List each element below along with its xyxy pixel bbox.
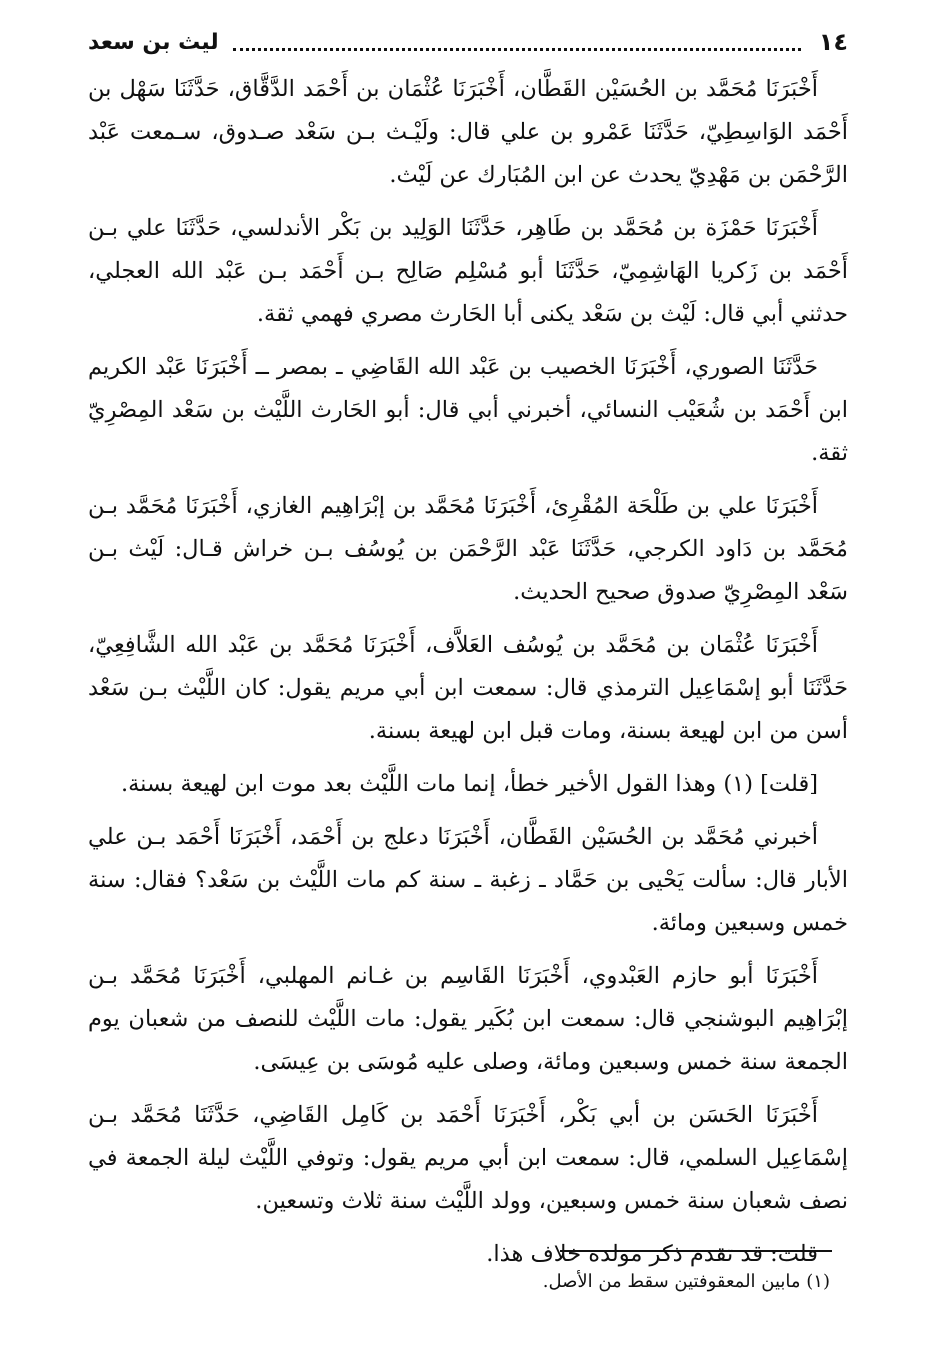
paragraph: أَخْبَرَنَا علي بن طَلْحَة المُقْرِئ، أَخْبَرَنَا مُحَمَّد بن إبْرَاهِيم الغازي، أَخْبَرَنَا مُحَمَّد بـن مُحَمَّد بن دَاود الكرجي، حَدَّثَنَا عَبْد الرَّحْمَن بن يُوسُف بـن خراش قـال: لَيْث بـن سَعْد المِصْرِيّ صدوق صحيح الحديث. [88, 493, 848, 605]
paragraph: قلت: قد تقدم ذكر مولده خلاف هذا. [486, 1241, 818, 1267]
paragraph: حَدَّثَنَا الصوري، أَخْبَرَنَا الخصيب بن عَبْد الله القَاضِي ـ بمصر ــ أَخْبَرَنَا عَبْد الكريم ابن أَحْمَد بن شُعَيْب النسائي، أخبرني أبي قال: أبو الحَارث اللَّيْث بن سَعْد المِصْرِيّ ثقة. [88, 354, 848, 466]
footnote: (١) مابين المعقوفتين سقط من الأصل. [542, 1271, 830, 1292]
paragraph: أَخْبَرَنَا أبو حازم العَبْدوي، أَخْبَرَنَا القَاسِم بن غـانم المهلبي، أَخْبَرَنَا مُحَمَّد بـن إبْرَاهِيم البوشنجي قال: سمعت ابن بُكَير يقول: مات اللَّيْث للنصف من شعبان يوم الجمعة سنة خمس وسبعين ومائة، وصلى عليه مُوسَى بن عِيسَى. [88, 963, 848, 1075]
header-dotted-leader [233, 34, 801, 51]
paragraph: أَخْبَرَنَا مُحَمَّد بن الحُسَيْن القَطَّان، أَخْبَرَنَا عُثْمَان بن أَحْمَد الدَّقَّاق، حَدَّثَنَا سَهْل بن أَحْمَد الوَاسِطِيّ، حَدَّثَنَا عَمْرو بن علي قال: ولَيْـث بـن سَعْد صـدوق، سـمعت عَبْد الرَّحْمَن بن مَهْدِيّ يحدث عن ابن المُبَارك عن لَيْث. [88, 76, 848, 188]
paragraph: أَخْبَرَنَا عُثْمَان بن مُحَمَّد بن يُوسُف العَلاَّف، أَخْبَرَنَا مُحَمَّد بن عَبْد الله الشَّافِعِيّ، حَدَّثَنَا أبو إسْمَاعِيل الترمذي قال: سمعت ابن أبي مريم يقول: كان اللَّيْث بـن سَعْد أسن من ابن لهيعة بسنة، ومات قبل ابن لهيعة بسنة. [88, 632, 848, 744]
paragraph: أَخْبَرَنَا حَمْزَة بن مُحَمَّد بن طَاهِر، حَدَّثَنَا الوَلِيد بن بَكْر الأندلسي، حَدَّثَنَا علي بـن أَحْمَد بن زَكريا الهَاشِمِيّ، حَدَّثَنَا أبو مُسْلِم صَالِح بـن أَحْمَد بـن عَبْد الله العجلي، حدثني أبي قال: لَيْث بن سَعْد يكنى أبا الحَارث مصري فهمي ثقة. [88, 215, 848, 327]
running-title: ليث بن سعد [88, 29, 219, 55]
paragraph: [قلت] (١) وهذا القول الأخير خطأ، إنما مات اللَّيْث بعد موت ابن لهيعة بسنة. [120, 771, 818, 797]
footnote-separator [560, 1250, 832, 1252]
paragraph: أخبرني مُحَمَّد بن الحُسَيْن القَطَّان، أَخْبَرَنَا دعلج بن أَحْمَد، أَخْبَرَنَا أَحْمَد بـن علي الأبار قال: سألت يَحْيى بن حَمَّاد ـ زغبة ـ سنة كم مات اللَّيْث بن سَعْد؟ فقال: سنة خمس وسبعين ومائة. [88, 824, 848, 936]
page-header [88, 22, 848, 62]
page-number: ١٤ [818, 28, 848, 56]
main-text [88, 68, 848, 1276]
book-page [88, 22, 848, 1286]
paragraph: أَخْبَرَنَا الحَسَن بن أبي بَكْر، أَخْبَرَنَا أَحْمَد بن كَامِل القَاضِي، حَدَّثَنَا مُحَمَّد بـن إسْمَاعِيل السلمي، قال: سمعت ابن أبي مريم يقول: وتوفي اللَّيْث ليلة الجمعة في نصف شعبان سنة خمس وسبعين، وولد اللَّيْث سنة ثلاث وتسعين. [88, 1102, 848, 1214]
